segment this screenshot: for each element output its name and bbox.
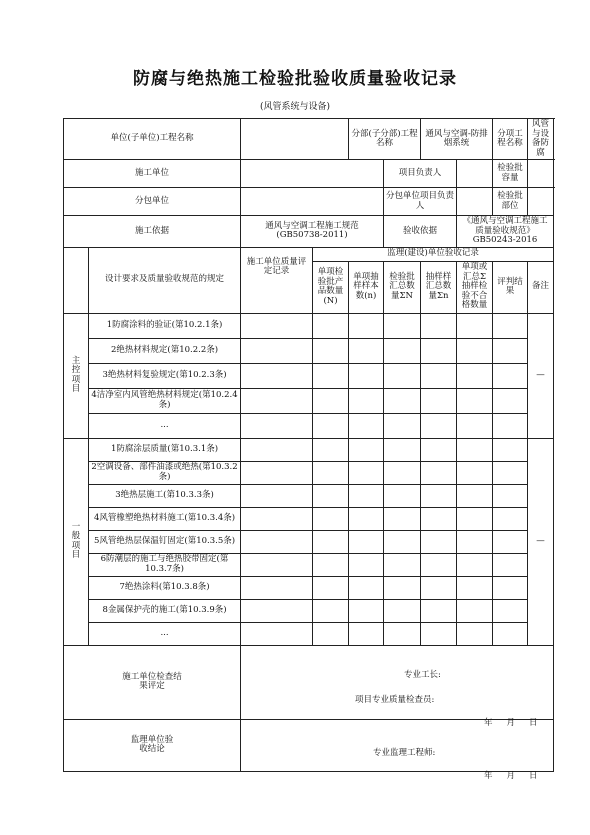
record-cell[interactable] — [493, 413, 528, 438]
record-cell[interactable] — [349, 484, 384, 507]
column-header-row-1 — [64, 247, 554, 261]
record-cell[interactable] — [384, 313, 421, 338]
record-cell[interactable] — [349, 363, 384, 388]
table-row — [64, 461, 554, 484]
supervisor-date-month: 月 — [506, 771, 516, 781]
record-cell[interactable] — [421, 461, 457, 484]
record-cell[interactable] — [421, 438, 457, 461]
record-cell[interactable] — [493, 599, 528, 622]
pm-label: 项目负责人 — [384, 160, 457, 188]
record-cell[interactable] — [313, 553, 349, 576]
col-rating: 评判结果 — [493, 261, 528, 313]
header-row-basis — [64, 216, 554, 248]
table-row — [64, 507, 554, 530]
header-row-project — [64, 119, 554, 160]
record-cell[interactable] — [241, 438, 313, 461]
record-cell[interactable] — [421, 599, 457, 622]
record-cell[interactable] — [349, 599, 384, 622]
record-cell[interactable] — [457, 507, 493, 530]
record-cell[interactable] — [493, 363, 528, 388]
table-row — [64, 530, 554, 553]
record-cell[interactable] — [493, 530, 528, 553]
record-cell[interactable] — [313, 530, 349, 553]
main-control-section — [64, 313, 554, 438]
record-cell[interactable] — [313, 363, 349, 388]
col-design-req: 设计要求及质量验收规范的规定 — [89, 247, 241, 313]
record-cell[interactable] — [493, 461, 528, 484]
inspection-item: 3绝热层施工(第10.3.3条) — [89, 484, 241, 507]
record-cell[interactable] — [313, 388, 349, 413]
contractor-label: 施工单位 — [64, 160, 241, 188]
section-label-blank — [64, 247, 89, 313]
record-cell[interactable] — [421, 363, 457, 388]
record-cell[interactable] — [349, 576, 384, 599]
record-cell[interactable] — [421, 413, 457, 438]
record-cell[interactable] — [421, 530, 457, 553]
table-row — [64, 388, 554, 413]
inspection-item: 3绝热材料复验规定(第10.2.3条) — [89, 363, 241, 388]
record-cell[interactable] — [349, 413, 384, 438]
engineer-signature-label: 专业监理工程师: — [373, 748, 436, 758]
record-cell[interactable] — [241, 576, 313, 599]
record-cell[interactable] — [384, 388, 421, 413]
record-cell[interactable] — [493, 553, 528, 576]
basis-value[interactable]: 通风与空调工程施工规范(GB50738-2011) — [241, 216, 384, 248]
record-cell[interactable] — [241, 388, 313, 413]
inspection-item: 7绝热涂料(第10.3.8条) — [89, 576, 241, 599]
record-cell[interactable] — [313, 622, 349, 645]
record-cell[interactable] — [384, 338, 421, 363]
page-subtitle: (风管系统与设备) — [259, 102, 331, 112]
record-cell[interactable] — [241, 553, 313, 576]
record-cell[interactable] — [457, 599, 493, 622]
header-row-subcontractor — [64, 188, 554, 216]
table-row — [64, 313, 554, 338]
col-total-batch: 检验批汇总数量ΣN — [384, 261, 421, 313]
contractor-date-year: 年 — [484, 718, 493, 728]
record-cell[interactable] — [241, 599, 313, 622]
record-cell[interactable] — [493, 313, 528, 338]
record-cell[interactable] — [421, 622, 457, 645]
record-cell[interactable] — [457, 484, 493, 507]
col-contractor-record-text: 施工单位质量评定记录 — [246, 256, 307, 277]
record-cell[interactable] — [241, 313, 313, 338]
record-cell[interactable] — [349, 338, 384, 363]
contractor-check-row — [64, 645, 554, 719]
record-cell[interactable] — [493, 484, 528, 507]
record-cell[interactable] — [241, 338, 313, 363]
contractor-check-area[interactable] — [241, 645, 554, 719]
header-row-contractor — [64, 160, 554, 188]
contractor-date-month: 月 — [506, 718, 516, 728]
col-sample-qty: 单项抽样样本数(n) — [349, 261, 384, 313]
record-cell[interactable] — [241, 530, 313, 553]
basis-label: 施工依据 — [64, 216, 241, 248]
table-row — [64, 338, 554, 363]
subcontractor-value[interactable] — [241, 188, 384, 216]
sub-pm-label: 分包单位项目负责人 — [384, 188, 457, 216]
sub-project-label: 分部(子分部)工程名称 — [349, 119, 421, 160]
record-cell[interactable] — [349, 313, 384, 338]
record-cell[interactable] — [384, 553, 421, 576]
record-cell[interactable] — [313, 338, 349, 363]
record-cell[interactable] — [421, 388, 457, 413]
inspection-record-table — [63, 118, 554, 772]
table-row — [64, 413, 554, 438]
batch-capacity-label: 检验批容量 — [493, 160, 528, 188]
record-cell[interactable] — [349, 461, 384, 484]
inspection-item: 4风管橡塑绝热材料施工(第10.3.4条) — [89, 507, 241, 530]
record-cell[interactable] — [457, 363, 493, 388]
inspection-item: 2空调设备、部件油漆或绝热(第10.3.2条) — [89, 461, 241, 484]
supervisor-check-label-text: 监理单位验收结论 — [130, 734, 174, 755]
record-cell[interactable] — [241, 507, 313, 530]
supervisor-date — [484, 769, 538, 781]
record-cell[interactable] — [241, 622, 313, 645]
record-cell[interactable] — [493, 438, 528, 461]
record-cell[interactable] — [421, 507, 457, 530]
record-cell[interactable] — [384, 484, 421, 507]
subcontractor-label: 分包单位 — [64, 188, 241, 216]
remarks-cell[interactable]: — — [528, 313, 554, 438]
record-cell[interactable] — [493, 576, 528, 599]
table-row — [64, 599, 554, 622]
general-label: 一般项目 — [64, 438, 89, 645]
batch-capacity-value[interactable] — [528, 160, 554, 188]
record-cell[interactable] — [313, 599, 349, 622]
remarks-cell[interactable]: — — [528, 438, 554, 645]
record-cell[interactable] — [421, 576, 457, 599]
record-cell[interactable] — [384, 599, 421, 622]
acceptance-basis-value[interactable]: 《通风与空调工程施工质量验收规范》GB50243-2016 — [457, 216, 554, 248]
page-title: 防腐与绝热施工检验批验收质量验收记录 — [133, 69, 457, 89]
inspector-signature-label: 项目专业质量检查员: — [355, 695, 435, 705]
record-cell[interactable] — [457, 388, 493, 413]
table-row — [64, 553, 554, 576]
contractor-value[interactable] — [241, 160, 384, 188]
record-cell[interactable] — [384, 363, 421, 388]
col-total-sample: 抽样样汇总数量Σn — [421, 261, 457, 313]
inspection-item: 4洁净室内风管绝热材料规定(第10.2.4条) — [89, 388, 241, 413]
main-control-label: 主控项目 — [64, 313, 89, 438]
record-cell[interactable] — [457, 461, 493, 484]
inspection-item: ... — [89, 622, 241, 645]
general-section — [64, 438, 554, 645]
record-cell[interactable] — [313, 313, 349, 338]
col-contractor-record — [241, 247, 313, 313]
inspection-item: 5风管绝热层保温钉固定(第10.3.5条) — [89, 530, 241, 553]
record-cell[interactable] — [384, 413, 421, 438]
record-cell[interactable] — [457, 576, 493, 599]
record-cell[interactable] — [421, 553, 457, 576]
record-cell[interactable] — [349, 507, 384, 530]
col-batch-qty: 单项检验批产品数量(N) — [313, 261, 349, 313]
pm-value[interactable] — [457, 160, 493, 188]
item-project-value[interactable]: 风管与设备防腐 — [528, 119, 554, 160]
record-cell[interactable] — [384, 461, 421, 484]
supervisor-date-day: 日 — [529, 771, 538, 781]
record-cell[interactable] — [384, 622, 421, 645]
table-row — [64, 438, 554, 461]
inspection-item: 1防腐涂料的验证(第10.2.1条) — [89, 313, 241, 338]
record-cell[interactable] — [313, 438, 349, 461]
record-cell[interactable] — [349, 438, 384, 461]
record-cell[interactable] — [421, 484, 457, 507]
unit-project-value[interactable] — [241, 119, 349, 160]
record-cell[interactable] — [349, 388, 384, 413]
record-cell[interactable] — [241, 413, 313, 438]
inspection-item: 2绝热材料规定(第10.2.2条) — [89, 338, 241, 363]
record-cell[interactable] — [421, 338, 457, 363]
table-row — [64, 484, 554, 507]
table-row — [64, 576, 554, 599]
record-cell[interactable] — [241, 461, 313, 484]
contractor-check-label-text: 施工单位检查结果评定 — [122, 671, 182, 692]
record-cell[interactable] — [457, 313, 493, 338]
inspection-item: 6防潮层的施工与绝热胶带固定(第10.3.7条) — [89, 553, 241, 576]
inspection-item: ... — [89, 413, 241, 438]
record-cell[interactable] — [457, 338, 493, 363]
supervisor-check-row — [64, 719, 554, 771]
supervisor-date-year: 年 — [484, 771, 493, 781]
record-cell[interactable] — [349, 553, 384, 576]
batch-location-label: 检验批部位 — [493, 188, 528, 216]
acceptance-basis-label: 验收依据 — [384, 216, 457, 248]
table-row — [64, 363, 554, 388]
inspection-item: 1防腐涂层质量(第10.3.1条) — [89, 438, 241, 461]
record-cell[interactable] — [241, 484, 313, 507]
record-cell[interactable] — [457, 622, 493, 645]
record-cell[interactable] — [313, 507, 349, 530]
table-row — [64, 622, 554, 645]
record-cell[interactable] — [384, 530, 421, 553]
record-cell[interactable] — [349, 530, 384, 553]
record-cell[interactable] — [457, 530, 493, 553]
record-cell[interactable] — [349, 622, 384, 645]
supervisor-check-label — [64, 719, 241, 771]
record-cell[interactable] — [493, 338, 528, 363]
record-cell[interactable] — [493, 388, 528, 413]
record-cell[interactable] — [384, 576, 421, 599]
sub-pm-value[interactable] — [457, 188, 493, 216]
unit-project-label: 单位(子单位)工程名称 — [64, 119, 241, 160]
record-cell[interactable] — [241, 363, 313, 388]
col-unqualified: 单项或汇总Σ抽样检验不合格数量 — [457, 261, 493, 313]
record-cell[interactable] — [493, 507, 528, 530]
contractor-check-label — [64, 645, 241, 719]
foreman-signature-label: 专业工长: — [404, 670, 441, 680]
batch-location-value[interactable] — [528, 188, 554, 216]
item-project-label: 分项工程名称 — [493, 119, 528, 160]
record-cell[interactable] — [313, 484, 349, 507]
record-cell[interactable] — [384, 438, 421, 461]
record-cell[interactable] — [493, 622, 528, 645]
record-cell[interactable] — [384, 507, 421, 530]
contractor-date-day: 日 — [529, 718, 538, 728]
col-supervisor-group: 监理(建设)单位验收记录 — [313, 247, 554, 261]
sub-project-value[interactable]: 通风与空调-防排烟系统 — [421, 119, 493, 160]
record-cell[interactable] — [457, 553, 493, 576]
col-remarks: 备注 — [528, 261, 554, 313]
record-cell[interactable] — [421, 313, 457, 338]
record-cell[interactable] — [457, 438, 493, 461]
record-cell[interactable] — [313, 461, 349, 484]
record-cell[interactable] — [457, 413, 493, 438]
inspection-item: 8金属保护壳的施工(第10.3.9条) — [89, 599, 241, 622]
record-cell[interactable] — [313, 576, 349, 599]
record-cell[interactable] — [313, 413, 349, 438]
contractor-date — [484, 716, 538, 728]
